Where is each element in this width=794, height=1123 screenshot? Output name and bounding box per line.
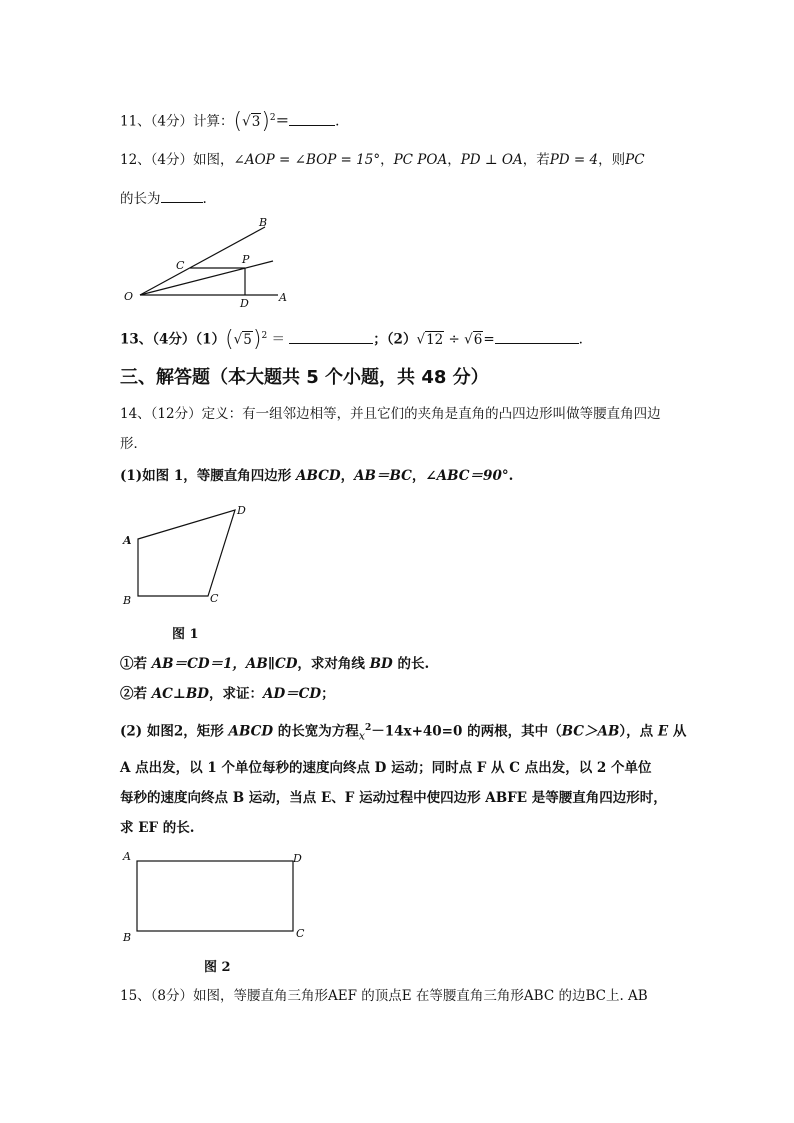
label-c: C: [176, 259, 185, 272]
question-12-line2: 的长为 .: [120, 188, 207, 209]
label-b: B: [259, 216, 268, 229]
q12-prefix: 12、（4分）如图，: [120, 152, 234, 168]
q12-condition-perpendicular: PD ⊥ OA: [460, 152, 523, 168]
question-14-line1: 14、（12分）定义：有一组邻边相等，并且它们的夹角是直角的凸四边形叫做等腰直角四边: [120, 406, 661, 422]
q11-exponent: 2: [269, 113, 276, 123]
figure-2: [118, 846, 318, 946]
label-d: D: [240, 297, 249, 310]
q12-figure: [118, 212, 298, 312]
q13-answer-blank-1[interactable]: [289, 329, 373, 344]
q11-prefix: 11、（4分）计算：: [120, 113, 234, 130]
fig1-label-a: A: [123, 534, 132, 547]
quad-abcd: [138, 510, 235, 596]
question-13: 13、（4分）$(1)(√5)^2$ ＝ ；（2）√12 ÷ √6= .: [120, 327, 583, 352]
label-a: A: [279, 291, 287, 304]
question-15-line1: 15、（8分）如图，等腰直角三角形AEF 的顶点E 在等腰直角三角形ABC 的边BC上. AB: [120, 988, 648, 1004]
figure-1: [118, 500, 258, 610]
label-o: O: [124, 290, 134, 303]
section-heading: 三、解答题（本大题共 5 个小题，共 48 分）: [120, 367, 489, 388]
question-11: 11、（4分）计算：$(√3)^2=$ .: [120, 109, 340, 134]
fig1-label-b: B: [123, 594, 132, 607]
question-14-line2: 形．: [120, 436, 147, 452]
q12-target: PC: [625, 152, 645, 168]
fig1-label-d: D: [237, 504, 246, 517]
q14-part2-line1: (2) 如图2，矩形 ABCD 的长宽为方程$_x^2$－14x+40=0 的两根，其中（BC＞AB），点 E 从: [120, 723, 687, 743]
q14-part2-line2: A 点出发，以 1 个单位每秒的速度向终点 D 运动；同时点 F 从 C 点出发，以 2 个单位: [120, 760, 652, 776]
fig2-label-a: A: [123, 850, 131, 863]
q12-condition-parallel: PC POA: [393, 152, 448, 168]
q14-part2-line4: 求 EF 的长.: [120, 820, 195, 836]
question-12: 12、（4分）如图，∠AOP = ∠BOP = 15°，PC POA，PD ⊥ OA，若PD = 4，则PC: [120, 152, 645, 168]
q12-condition-angles: ∠AOP = ∠BOP = 15°: [233, 152, 381, 168]
fig2-label-c: C: [296, 927, 305, 940]
fig2-label-d: D: [293, 852, 302, 865]
q11-radicand: 3: [251, 113, 261, 130]
fig1-label-c: C: [210, 592, 219, 605]
q12-answer-blank[interactable]: [161, 188, 203, 203]
q11-answer-blank[interactable]: [289, 111, 335, 126]
q12-condition-pd: PD = 4: [549, 152, 599, 168]
q14-sub2: ②若 AC⊥BD，求证：AD＝CD；: [120, 686, 335, 702]
ray-op: [140, 261, 273, 295]
rect-abcd: [137, 861, 293, 931]
q14-sub1: ①若 AB＝CD＝1，AB∥CD，求对角线 BD 的长.: [120, 656, 430, 672]
q11-equals: ＝: [275, 113, 290, 130]
q14-part1: (1)如图 1，等腰直角四边形 ABCD，AB＝BC，∠ABC＝90°.: [120, 468, 514, 484]
label-p: P: [242, 253, 250, 266]
q14-part2-line3: 每秒的速度向终点 B 运动，当点 E、F 运动过程中使四边形 ABFE 是等腰直角四边形时，: [120, 790, 667, 806]
figure-1-caption: 图 1: [172, 627, 199, 642]
fig2-label-b: B: [123, 931, 132, 944]
q13-answer-blank-2[interactable]: [495, 329, 579, 344]
figure-2-caption: 图 2: [204, 960, 231, 975]
q13-prefix: 13、（4分）（1）: [120, 331, 226, 348]
